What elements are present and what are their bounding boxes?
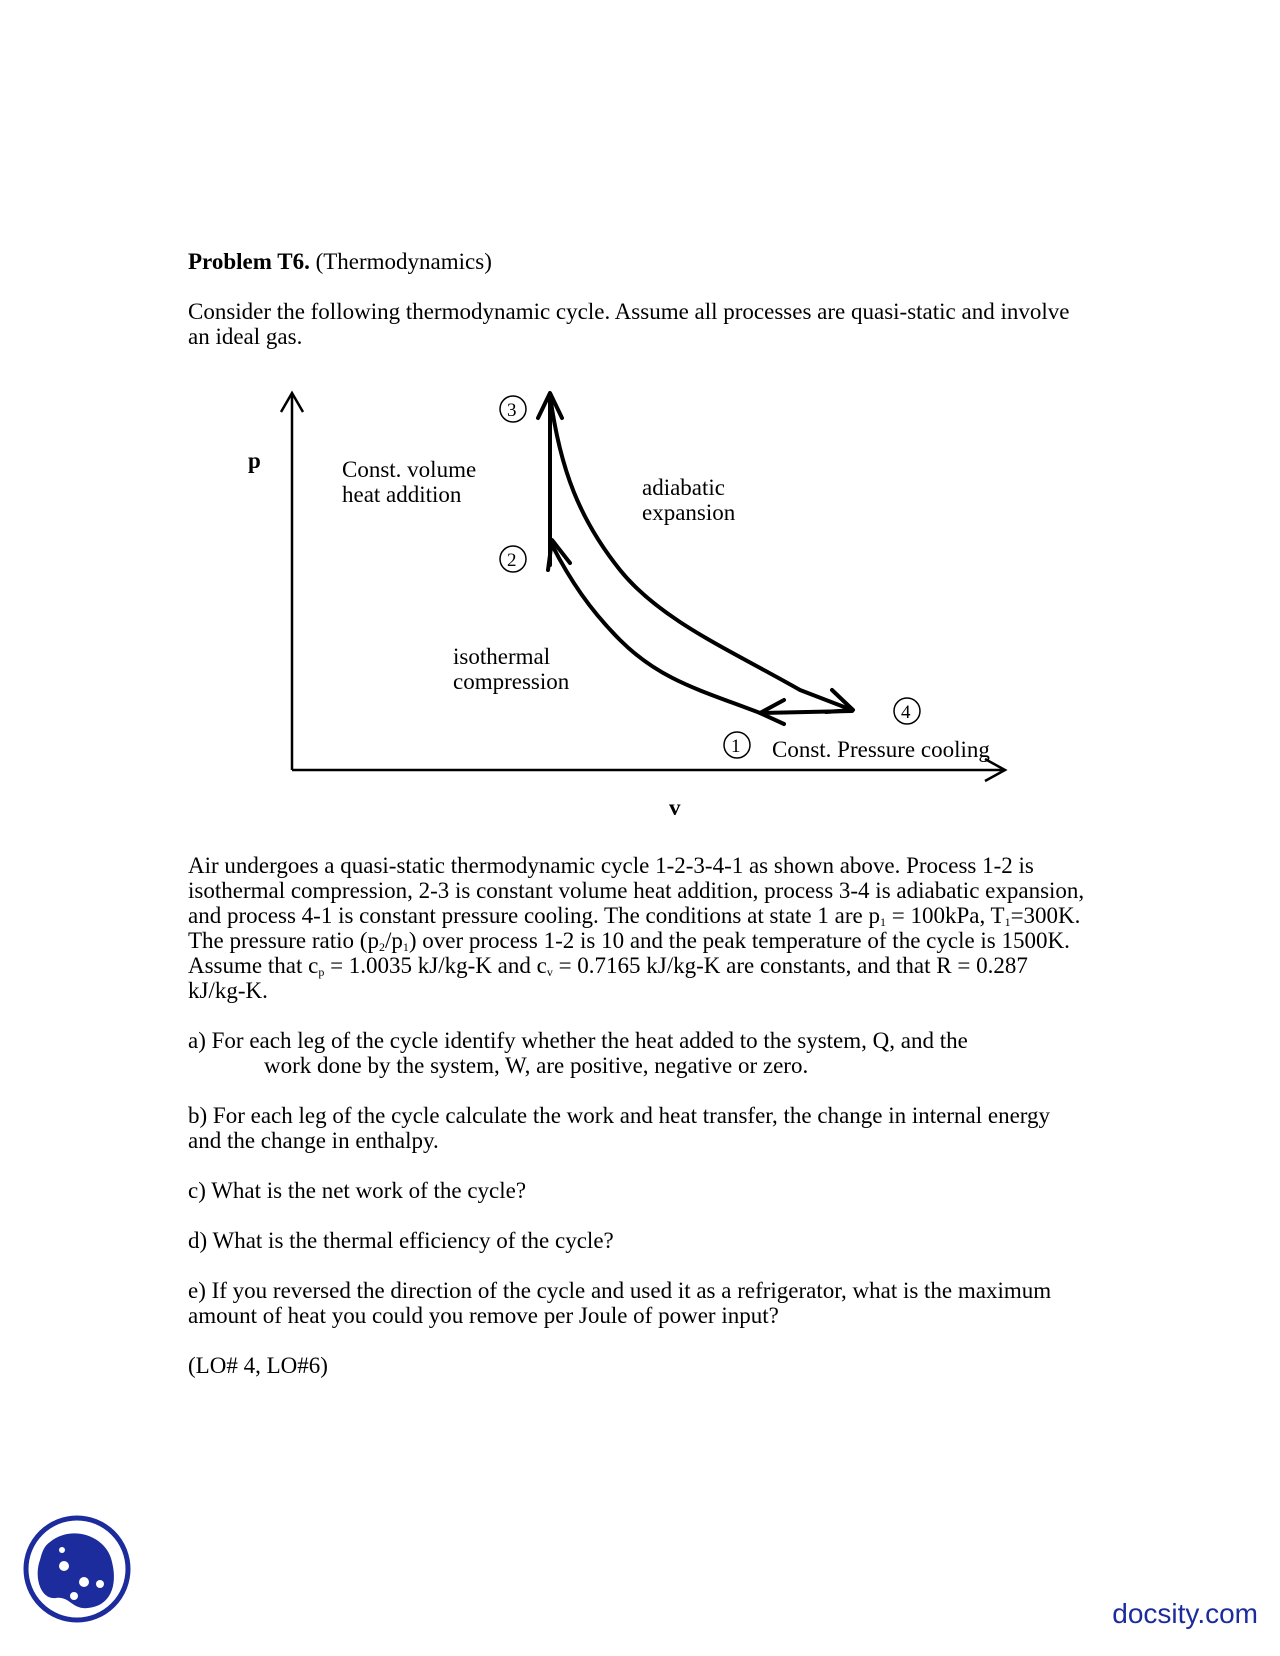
desc-part-2: = 100kPa, T — [885, 903, 1005, 928]
label-const-pressure: Const. Pressure cooling — [772, 737, 990, 762]
question-b: b) For each leg of the cycle calculate the work and heat transfer, the change in internal energy and the change in enthalpy. — [188, 1103, 1051, 1153]
learning-objectives: (LO# 4, LO#6) — [188, 1353, 328, 1378]
desc-part-5: ) over process 1-2 is 10 and the peak temperature of the cycle is 1500K. Assume that c — [188, 928, 1070, 978]
desc-sub-1: 1 — [879, 915, 886, 929]
state-2-label: 2 — [507, 550, 517, 571]
axes — [281, 393, 1005, 781]
desc-part-7: = 0.7165 kJ/kg-K are constants, and that R = 0.287 kJ/kg-K. — [188, 953, 1028, 1003]
x-axis-label: v — [669, 795, 681, 820]
problem-title-bold: Problem T6. — [188, 249, 310, 274]
desc-part-1: Air undergoes a quasi-static thermodynamic cycle 1-2-3-4-1 as shown above. Process 1-2 is isothermal compression, 2-3 is constant volume heat addition, process 3-4 is adiabatic expansion, and process 4-1 is constant pressure cooling. The conditions at state 1 are p — [188, 853, 1085, 928]
state-3-label: 3 — [507, 400, 517, 421]
state-markers — [500, 396, 920, 758]
problem-intro: Consider the following thermodynamic cycle. Assume all processes are quasi-static and involve an ideal gas. — [188, 299, 1070, 349]
desc-part-4: /p — [384, 928, 403, 953]
docsity-brand-link[interactable]: docsity.com — [1112, 1598, 1258, 1629]
cycle-paths — [538, 393, 853, 724]
label-isothermal-line1: isothermal — [453, 644, 551, 669]
state-4-label: 4 — [901, 702, 911, 723]
label-const-volume-line1: Const. volume — [342, 457, 477, 482]
desc-part-6: = 1.0035 kJ/kg-K and c — [324, 953, 547, 978]
path-3-4 — [550, 395, 852, 710]
question-e: e) If you reversed the direction of the cycle and used it as a refrigerator, what is the maximum amount of heat you could you remove per Joule of power input? — [188, 1278, 1052, 1328]
problem-description — [188, 853, 1088, 1003]
desc-sub-2: 1 — [1004, 915, 1011, 929]
label-adiabatic-line2: expansion — [642, 500, 736, 525]
label-isothermal-line2: compression — [453, 669, 570, 694]
question-a-line1: a) For each leg of the cycle identify whether the heat added to the system, Q, and the — [188, 1028, 968, 1053]
y-axis-label: p — [248, 448, 261, 473]
desc-part-3: =300K. The pressure ratio (p — [188, 903, 1081, 953]
desc-sub-4: 1 — [402, 940, 409, 954]
question-d: d) What is the thermal efficiency of the cycle? — [188, 1228, 614, 1253]
path-4-1 — [760, 711, 852, 713]
desc-sub-3: 2 — [378, 940, 385, 954]
desc-sub-6: v — [546, 965, 553, 979]
state-1-label: 1 — [731, 736, 741, 757]
label-adiabatic-line1: adiabatic — [642, 475, 726, 500]
question-a-line2: work done by the system, W, are positive, negative or zero. — [264, 1053, 809, 1078]
path-1-2 — [552, 545, 760, 713]
question-c: c) What is the net work of the cycle? — [188, 1178, 527, 1203]
question-a — [188, 1028, 1088, 1078]
problem-title-subject: (Thermodynamics) — [309, 249, 492, 274]
docsity-logo-icon — [22, 1514, 132, 1624]
desc-sub-5: p — [318, 965, 325, 979]
label-const-volume-line2: heat addition — [342, 482, 462, 507]
